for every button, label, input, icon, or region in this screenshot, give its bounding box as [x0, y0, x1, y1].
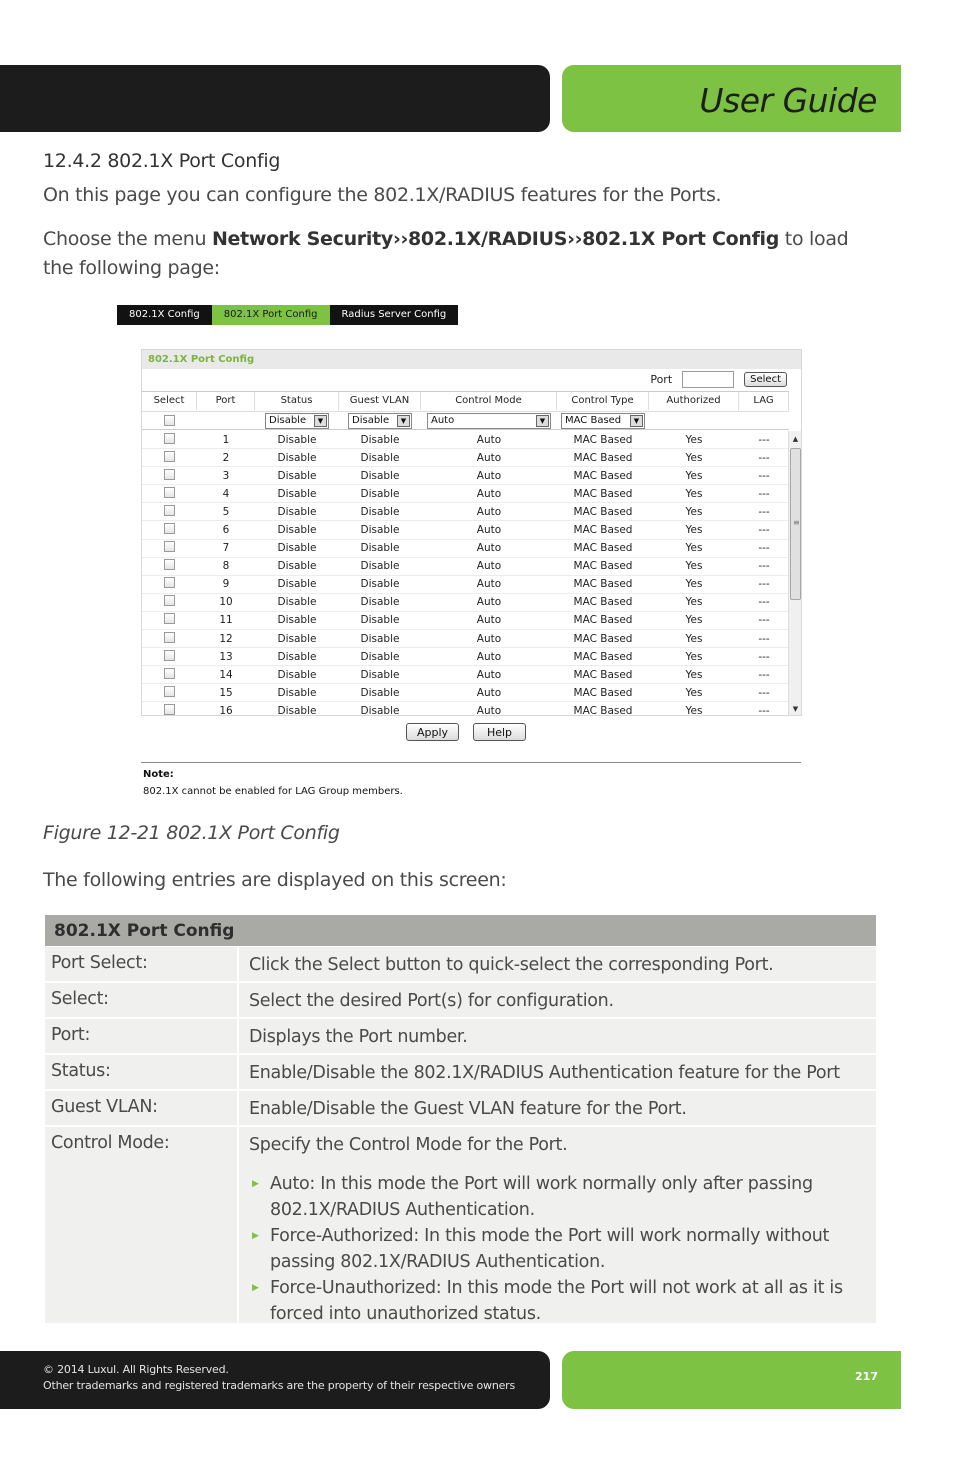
- guest-vlan-select-value: Disable: [352, 415, 390, 426]
- table-row: [142, 576, 789, 594]
- choose-suffix: to load the following page:: [43, 228, 849, 279]
- row-port: 9: [222, 578, 230, 591]
- table-row: [142, 684, 789, 702]
- row-lag: ---: [758, 632, 770, 645]
- row-control-mode: Auto: [476, 578, 502, 591]
- row-lag: ---: [758, 668, 770, 681]
- chevron-down-icon: ▼: [630, 415, 643, 427]
- row-port: 16: [219, 704, 233, 716]
- note-title: Note:: [143, 769, 174, 780]
- table-header: [142, 391, 789, 410]
- row-status: Disable: [277, 704, 317, 716]
- section-title: 12.4.2 802.1X Port Config: [43, 150, 281, 172]
- list-item: ▶ Force-Unauthorized: In this mode the Port will not work at all as it is forced into unauthorized status.: [249, 1275, 866, 1327]
- row-lag: ---: [758, 524, 770, 537]
- control-type-select[interactable]: [561, 413, 645, 429]
- table-row: [45, 1055, 876, 1091]
- port-checkbox[interactable]: [164, 505, 175, 516]
- footer-page-box: [562, 1351, 901, 1409]
- footer-bar: [0, 1351, 550, 1409]
- row-control-mode: Auto: [476, 704, 502, 716]
- port-checkbox[interactable]: [164, 433, 175, 444]
- table-row: [142, 431, 789, 449]
- row-control-mode: Auto: [476, 469, 502, 482]
- port-checkbox[interactable]: [164, 668, 175, 679]
- row-value: Enable/Disable the Guest VLAN feature for the Port.: [249, 1099, 687, 1119]
- col-port: Port: [197, 392, 255, 410]
- row-key: Status:: [45, 1055, 239, 1089]
- control-mode-select[interactable]: [427, 413, 551, 429]
- port-checkbox[interactable]: [164, 650, 175, 661]
- row-guest-vlan: Disable: [360, 560, 400, 573]
- row-status: Disable: [277, 632, 317, 645]
- row-authorized: Yes: [685, 596, 703, 609]
- port-checkbox[interactable]: [164, 541, 175, 552]
- row-control-mode: Auto: [476, 487, 502, 500]
- row-port: 2: [222, 451, 230, 464]
- tab-8021x-port-config[interactable]: 802.1X Port Config: [212, 305, 330, 325]
- row-authorized: Yes: [685, 542, 703, 555]
- row-guest-vlan: Disable: [360, 487, 400, 500]
- port-input[interactable]: [682, 371, 734, 388]
- row-status: Disable: [277, 524, 317, 537]
- row-status: Disable: [277, 433, 317, 446]
- row-value: [239, 1127, 876, 1323]
- port-checkbox[interactable]: [164, 704, 175, 715]
- table-row: [142, 540, 789, 558]
- port-checkbox[interactable]: [164, 613, 175, 624]
- apply-button[interactable]: Apply: [406, 723, 459, 741]
- chevron-down-icon: ▼: [536, 415, 549, 427]
- row-guest-vlan: Disable: [360, 542, 400, 555]
- row-select-cell: [142, 433, 197, 447]
- row-control-mode: Auto: [476, 433, 502, 446]
- table-row: [142, 594, 789, 612]
- port-label: Port: [650, 373, 673, 386]
- row-authorized: Yes: [685, 614, 703, 627]
- row-value: Select the desired Port(s) for configuration.: [249, 991, 614, 1011]
- row-lag: ---: [758, 433, 770, 446]
- row-lag: ---: [758, 505, 770, 518]
- row-control-type: MAC Based: [573, 505, 633, 518]
- row-control-mode: Auto: [476, 596, 502, 609]
- row-control-type: MAC Based: [573, 469, 633, 482]
- row-value: Displays the Port number.: [249, 1027, 468, 1047]
- row-port: 6: [222, 524, 230, 537]
- row-guest-vlan: Disable: [360, 650, 400, 663]
- row-select-cell: [142, 451, 197, 465]
- row-port: 4: [222, 487, 230, 500]
- row-port: 8: [222, 560, 230, 573]
- row-control-type: MAC Based: [573, 433, 633, 446]
- port-checkbox[interactable]: [164, 686, 175, 697]
- row-control-mode: Auto: [476, 650, 502, 663]
- row-guest-vlan: Disable: [360, 524, 400, 537]
- row-port: 15: [219, 686, 233, 699]
- header-bar: [0, 65, 550, 132]
- row-key: Guest VLAN:: [45, 1091, 239, 1125]
- row-status: Disable: [277, 650, 317, 663]
- port-checkbox[interactable]: [164, 577, 175, 588]
- row-value: Enable/Disable the 802.1X/RADIUS Authentication feature for the Port: [249, 1063, 840, 1083]
- list-item: ▶ Force-Authorized: In this mode the Port will work normally without passing 802.1X/RADIUS Authentication.: [249, 1223, 866, 1275]
- row-authorized: Yes: [685, 469, 703, 482]
- action-buttons: [406, 723, 526, 741]
- row-guest-vlan: Disable: [360, 578, 400, 591]
- row-guest-vlan: Disable: [360, 686, 400, 699]
- row-select-cell: [142, 704, 197, 716]
- menu-path-text: [43, 225, 873, 283]
- row-status: Disable: [277, 578, 317, 591]
- select-button[interactable]: Select: [744, 372, 787, 387]
- row-lag: ---: [758, 704, 770, 716]
- row-status: Disable: [277, 487, 317, 500]
- row-authorized: Yes: [685, 487, 703, 500]
- row-control-mode: Auto: [476, 614, 502, 627]
- row-port: 12: [219, 632, 233, 645]
- note-divider: [141, 762, 801, 763]
- row-guest-vlan: Disable: [360, 451, 400, 464]
- col-lag: LAG: [739, 392, 789, 410]
- table-row: [142, 503, 789, 521]
- row-select-cell: [142, 469, 197, 483]
- row-authorized: Yes: [685, 451, 703, 464]
- table-row: [142, 630, 789, 648]
- row-port: 11: [219, 614, 233, 627]
- row-lag: ---: [758, 560, 770, 573]
- panel-title: 802.1X Port Config: [142, 350, 801, 369]
- table-row: [142, 702, 789, 716]
- row-control-type: MAC Based: [573, 596, 633, 609]
- row-control-type: MAC Based: [573, 542, 633, 555]
- row-guest-vlan: Disable: [360, 704, 400, 716]
- row-select-cell: [142, 487, 197, 501]
- page-number: 217: [855, 1370, 878, 1383]
- row-control-type: MAC Based: [573, 632, 633, 645]
- row-authorized: Yes: [685, 505, 703, 518]
- table-row: [142, 449, 789, 467]
- row-authorized: Yes: [685, 433, 703, 446]
- table-row: [142, 666, 789, 684]
- note-text: 802.1X cannot be enabled for LAG Group members.: [143, 786, 403, 797]
- row-authorized: Yes: [685, 524, 703, 537]
- row-status: Disable: [277, 668, 317, 681]
- row-select-cell: [142, 686, 197, 700]
- row-control-type: MAC Based: [573, 614, 633, 627]
- description-table: [45, 915, 876, 1325]
- row-control-type: MAC Based: [573, 686, 633, 699]
- row-select-cell: [142, 577, 197, 591]
- row-status: Disable: [277, 469, 317, 482]
- row-control-mode: Auto: [476, 505, 502, 518]
- row-port: 1: [222, 433, 230, 446]
- tab-radius-server-config[interactable]: Radius Server Config: [341, 309, 447, 320]
- row-select-cell: [142, 505, 197, 519]
- table-row: [45, 1091, 876, 1127]
- control-type-select-value: MAC Based: [565, 415, 622, 426]
- col-control-mode: Control Mode: [421, 392, 557, 410]
- row-control-mode: Auto: [476, 451, 502, 464]
- header-title-box: [562, 65, 901, 132]
- row-lag: ---: [758, 542, 770, 555]
- row-status: Disable: [277, 614, 317, 627]
- row-guest-vlan: Disable: [360, 632, 400, 645]
- table-row: [142, 558, 789, 576]
- row-select-cell: [142, 559, 197, 573]
- row-guest-vlan: Disable: [360, 433, 400, 446]
- row-select-cell: [142, 650, 197, 664]
- grip-icon: ≡: [793, 518, 800, 527]
- entries-intro: The following entries are displayed on this screen:: [43, 869, 507, 891]
- row-key: Select:: [45, 983, 239, 1017]
- port-rows: [142, 431, 789, 716]
- scroll-down-icon[interactable]: ▼: [792, 705, 799, 713]
- list-item: ▶ Auto: In this mode the Port will work normally only after passing 802.1X/RADIUS Authentication.: [249, 1171, 866, 1223]
- tab-8021x-config[interactable]: 802.1X Config: [129, 309, 200, 320]
- col-authorized: Authorized: [649, 392, 739, 410]
- row-port: 14: [219, 668, 233, 681]
- figure-caption: Figure 12-21 802.1X Port Config: [43, 822, 340, 844]
- table-row: [142, 648, 789, 666]
- help-button[interactable]: Help: [473, 723, 526, 741]
- port-checkbox[interactable]: [164, 632, 175, 643]
- row-control-mode: Auto: [476, 686, 502, 699]
- row-authorized: Yes: [685, 668, 703, 681]
- row-lag: ---: [758, 614, 770, 627]
- row-lag: ---: [758, 469, 770, 482]
- row-guest-vlan: Disable: [360, 668, 400, 681]
- row-control-mode: Auto: [476, 524, 502, 537]
- row-value: Click the Select button to quick-select the corresponding Port.: [249, 955, 774, 975]
- chevron-down-icon: ▼: [314, 415, 327, 427]
- row-status: Disable: [277, 451, 317, 464]
- row-control-type: MAC Based: [573, 578, 633, 591]
- row-lag: ---: [758, 578, 770, 591]
- row-status: Disable: [277, 542, 317, 555]
- row-key: Port:: [45, 1019, 239, 1053]
- row-status: Disable: [277, 686, 317, 699]
- port-checkbox[interactable]: [164, 487, 175, 498]
- control-mode-desc: Specify the Control Mode for the Port.: [249, 1135, 568, 1155]
- row-select-cell: [142, 541, 197, 555]
- table-row: [45, 1019, 876, 1055]
- port-checkbox[interactable]: [164, 523, 175, 534]
- table-row: [142, 467, 789, 485]
- row-port: 13: [219, 650, 233, 663]
- table-row: [45, 983, 876, 1019]
- row-control-type: MAC Based: [573, 560, 633, 573]
- row-select-cell: [142, 632, 197, 646]
- row-control-type: MAC Based: [573, 650, 633, 663]
- row-authorized: Yes: [685, 560, 703, 573]
- col-status: Status: [255, 392, 339, 410]
- row-lag: ---: [758, 487, 770, 500]
- row-status: Disable: [277, 596, 317, 609]
- row-lag: ---: [758, 596, 770, 609]
- table-row: [45, 947, 876, 983]
- row-select-cell: [142, 523, 197, 537]
- status-select[interactable]: [265, 413, 329, 429]
- port-checkbox[interactable]: [164, 451, 175, 462]
- row-control-mode: Auto: [476, 668, 502, 681]
- table-row: [142, 485, 789, 503]
- row-guest-vlan: Disable: [360, 596, 400, 609]
- row-port: 3: [222, 469, 230, 482]
- row-guest-vlan: Disable: [360, 469, 400, 482]
- table-row: [142, 521, 789, 539]
- row-key: Control Mode:: [45, 1127, 239, 1323]
- row-control-type: MAC Based: [573, 524, 633, 537]
- trademarks: Other trademarks and registered trademarks are the property of their respective owners: [43, 1379, 516, 1392]
- row-status: Disable: [277, 505, 317, 518]
- port-checkbox[interactable]: [164, 559, 175, 570]
- copyright: © 2014 Luxul. All Rights Reserved.: [43, 1363, 229, 1376]
- choose-prefix: Choose the menu: [43, 228, 212, 250]
- row-port: 7: [222, 542, 230, 555]
- row-select-cell: [142, 613, 197, 627]
- row-control-mode: Auto: [476, 560, 502, 573]
- row-control-type: MAC Based: [573, 451, 633, 464]
- row-select-cell: [142, 595, 197, 609]
- intro-text: On this page you can configure the 802.1X/RADIUS features for the Ports.: [43, 184, 722, 206]
- row-authorized: Yes: [685, 704, 703, 716]
- row-authorized: Yes: [685, 578, 703, 591]
- control-mode-select-value: Auto: [431, 415, 455, 426]
- row-guest-vlan: Disable: [360, 614, 400, 627]
- row-guest-vlan: Disable: [360, 505, 400, 518]
- config-tabs: [117, 305, 458, 325]
- scroll-thumb[interactable]: [790, 448, 801, 600]
- col-select: Select: [142, 392, 197, 410]
- table-scrollbar[interactable]: [788, 431, 801, 716]
- port-checkbox[interactable]: [164, 595, 175, 606]
- row-port: 10: [219, 596, 233, 609]
- port-select-row: [650, 371, 787, 388]
- port-checkbox[interactable]: [164, 469, 175, 480]
- row-control-type: MAC Based: [573, 668, 633, 681]
- row-lag: ---: [758, 686, 770, 699]
- table-row: [45, 1127, 876, 1325]
- port-config-panel: [141, 349, 802, 716]
- description-table-title: 802.1X Port Config: [45, 915, 876, 947]
- row-authorized: Yes: [685, 650, 703, 663]
- guide-title: User Guide: [699, 81, 877, 120]
- row-key: Port Select:: [45, 947, 239, 981]
- filter-row: [142, 411, 789, 430]
- row-control-type: MAC Based: [573, 704, 633, 716]
- row-control-mode: Auto: [476, 542, 502, 555]
- row-control-mode: Auto: [476, 632, 502, 645]
- select-all-checkbox[interactable]: [164, 415, 175, 426]
- row-port: 5: [222, 505, 230, 518]
- control-mode-list: [249, 1171, 866, 1327]
- scroll-up-icon[interactable]: ▲: [792, 435, 799, 443]
- row-authorized: Yes: [685, 686, 703, 699]
- table-row: [142, 612, 789, 630]
- chevron-down-icon: ▼: [397, 415, 410, 427]
- status-select-value: Disable: [269, 415, 307, 426]
- row-control-type: MAC Based: [573, 487, 633, 500]
- row-authorized: Yes: [685, 632, 703, 645]
- menu-path: Network Security››802.1X/RADIUS››802.1X Port Config: [211, 228, 780, 250]
- row-select-cell: [142, 668, 197, 682]
- row-lag: ---: [758, 451, 770, 464]
- row-status: Disable: [277, 560, 317, 573]
- col-guest-vlan: Guest VLAN: [339, 392, 421, 410]
- guest-vlan-select[interactable]: [348, 413, 412, 429]
- row-lag: ---: [758, 650, 770, 663]
- col-control-type: Control Type: [557, 392, 649, 410]
